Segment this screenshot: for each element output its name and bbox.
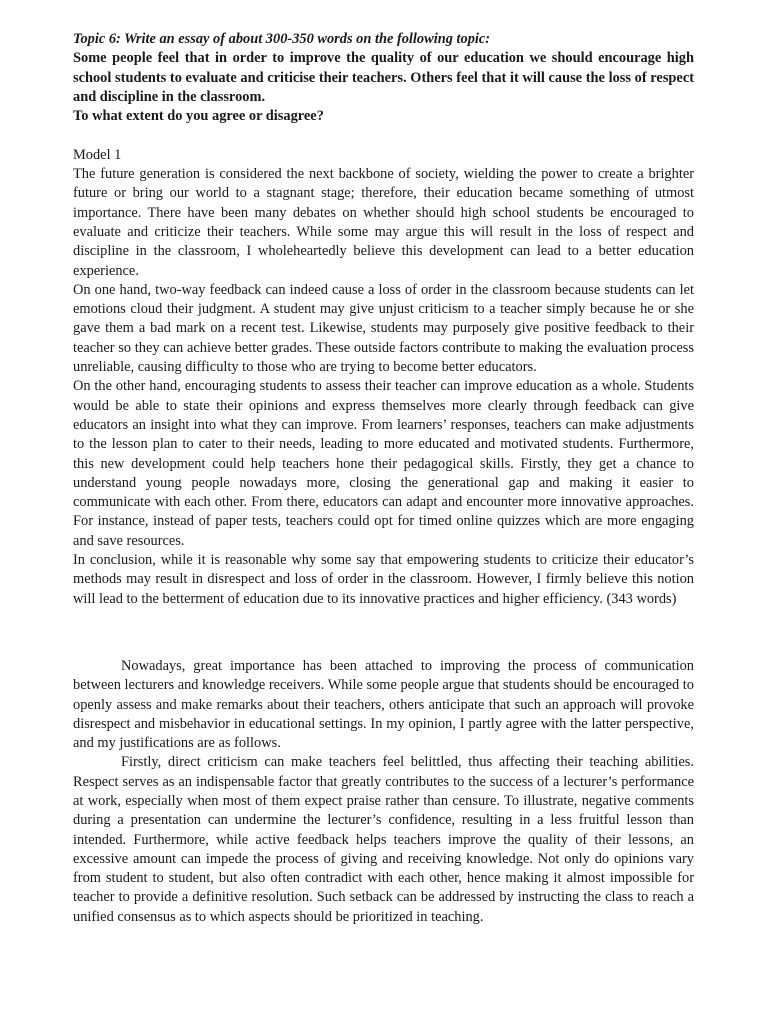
essay-question: To what extent do you agree or disagree?: [73, 108, 324, 125]
essay-prompt: Some people feel that in order to improve the quality of our education we should encourage high school students to evaluate and criticise their teachers. Others feel that it will cause the loss of respect and discipline in the classroom.: [73, 50, 694, 105]
model1-paragraph: On one hand, two-way feedback can indeed cause a loss of order in the classroom because students can let emotions cloud their judgment. A student may give unjust criticism to a teacher simply because he or she gave them a bad mark on a recent test. Likewise, students may purposely give positive feedback to their teacher so they can achieve better grades. These outside factors contribute to making the evaluation process unreliable, causing difficulty to those who are trying to become better educators.: [73, 281, 694, 376]
document-page: [73, 30, 694, 927]
topic-line: Topic 6: Write an essay of about 300-350 words on the following topic:: [73, 31, 491, 47]
section-gap: [73, 609, 694, 657]
model-label: Model 1: [73, 146, 122, 163]
model1-paragraph: The future generation is considered the next backbone of society, wielding the power to create a brighter future or bring our world to a stagnant stage; therefore, their education became something of utmost importance. There have been many debates on whether should high school students be encouraged to evaluate and criticize their teachers. While some may argue this will result in the loss of respect and discipline in the classroom, I wholeheartedly believe this development can lead to a better education experience.: [73, 166, 694, 279]
model1-paragraph: On the other hand, encouraging students to assess their teacher can improve education as a whole. Students would be able to state their opinions and express themselves more clearly through feedback can give educators an insight into what they can improve. From learners’ responses, teachers can make adjustments to the lesson plan to cater to their needs, leading to more educated and motivated students. Furthermore, this new development could help teachers hone their pedagogical skills. Firstly, they get a chance to understand young people nowadays more, closing the generational gap and making it easier to communicate with each other. From there, educators can adapt and encounter more innovative approaches. For instance, instead of paper tests, teachers could opt for timed online quizzes which are more engaging and save resources.: [73, 378, 694, 549]
spacer: [73, 126, 694, 145]
model1-paragraph: In conclusion, while it is reasonable why some say that empowering students to criticize their educator’s methods may result in disrespect and loss of order in the classroom. However, I firmly believe this notion will lead to the betterment of education due to its innovative practices and higher efficiency. (343 words): [73, 552, 694, 607]
model2-paragraph: Nowadays, great importance has been attached to improving the process of communication between lecturers and knowledge receivers. While some people argue that students should be encouraged to openly assess and make remarks about their teachers, others anticipate that such an approach will provoke disrespect and misbehavior in educational settings. In my opinion, I partly agree with the latter perspective, and my justifications are as follows.: [73, 657, 694, 752]
model2-paragraph: Firstly, direct criticism can make teachers feel belittled, thus affecting their teaching abilities. Respect serves as an indispensable factor that greatly contributes to the success of a lecturer’s performance at work, especially when most of them expect praise rather than censure. To illustrate, negative comments during a presentation can undermine the lecturer’s confidence, resulting in a less fruitful lesson than intended. Furthermore, while active feedback helps teachers improve the quality of their lessons, an excessive amount can impede the process of giving and receiving knowledge. Not only do opinions vary from student to student, but also often contradict with each other, hence making it almost impossible for teacher to provide a definitive resolution. Such setback can be addressed by instructing the class to reach a unified consensus as to which aspects should be prioritized in teaching.: [73, 754, 694, 925]
